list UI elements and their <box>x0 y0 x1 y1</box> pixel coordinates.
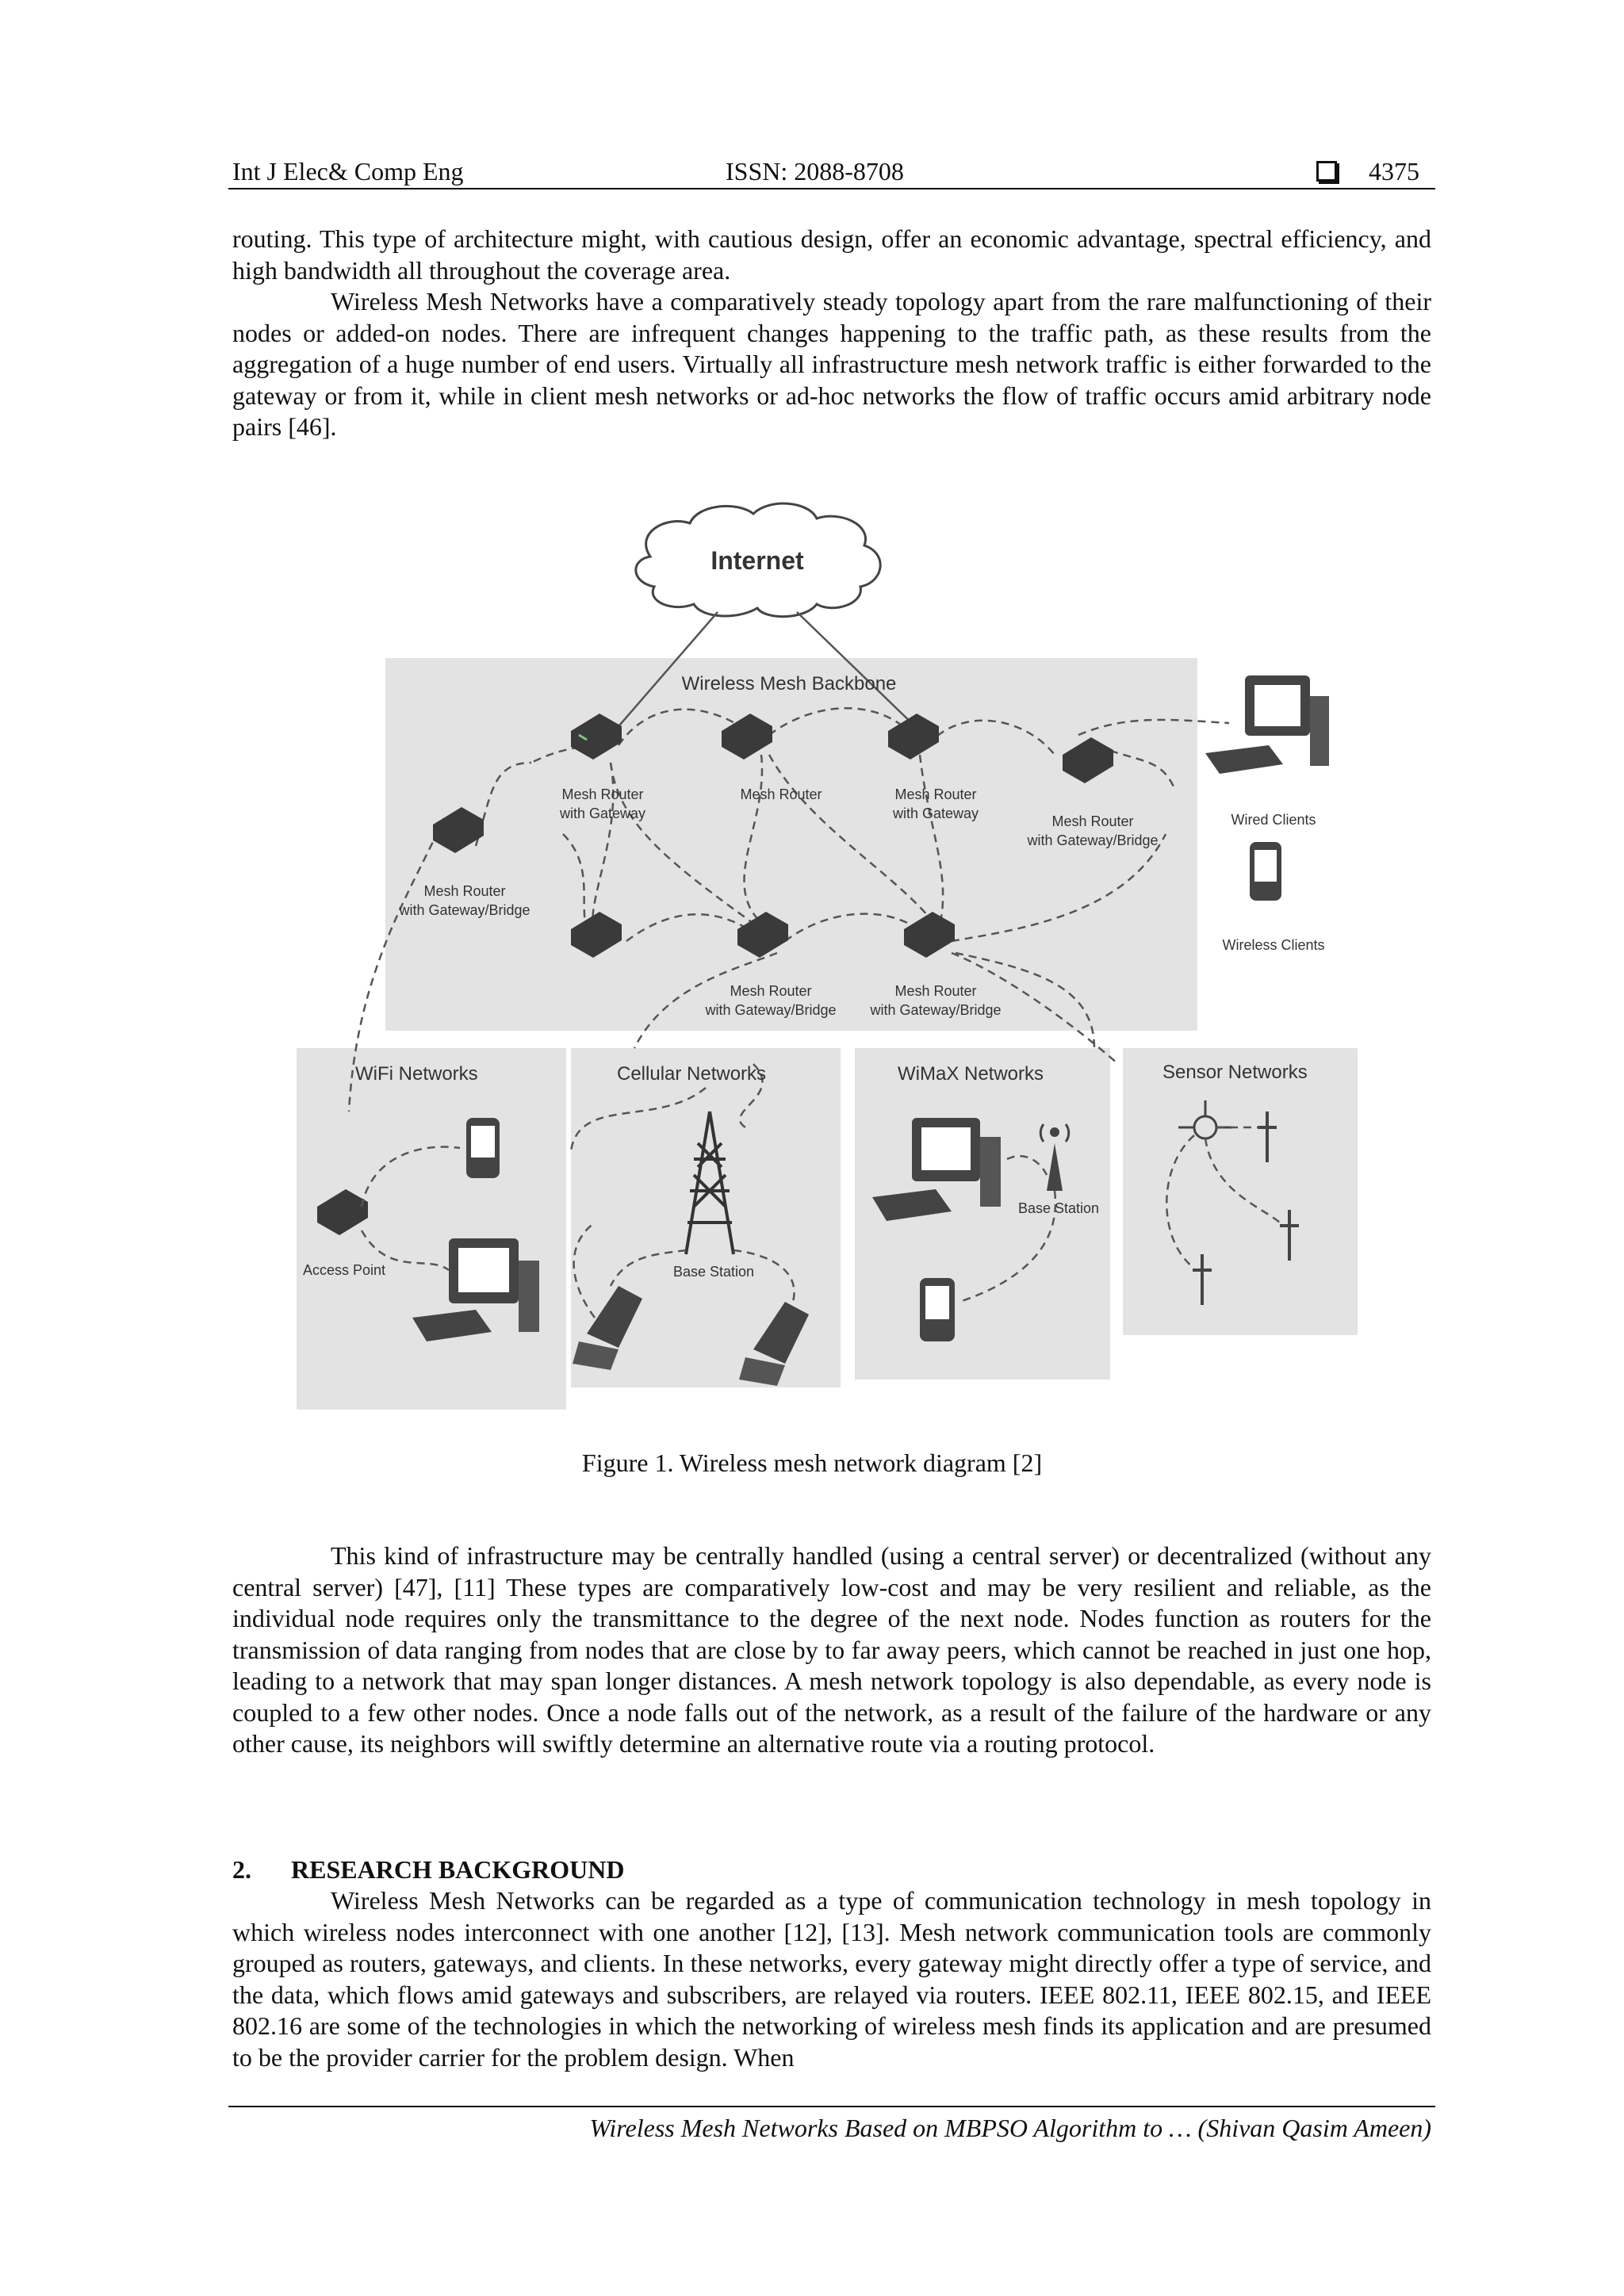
sensor-label: Sensor Networks <box>1162 1062 1308 1083</box>
router-label: Mesh Router <box>894 786 977 802</box>
issn: ISSN: 2088-8708 <box>726 157 904 186</box>
router-label: Mesh Router <box>730 983 812 999</box>
desktop-computer-icon <box>1205 675 1329 774</box>
section-number: 2. <box>232 1855 251 1884</box>
mesh-network-figure <box>293 493 1364 1413</box>
access-point-label: Access Point <box>302 1262 386 1278</box>
router-label: Mesh Router <box>740 786 822 802</box>
router-label: Mesh Router <box>423 883 506 899</box>
journal-name: Int J Elec& Comp Eng <box>232 157 464 186</box>
pda-icon <box>466 1118 500 1178</box>
middle-text-block <box>232 1540 1431 1760</box>
page-number: 4375 <box>1369 157 1419 186</box>
router-label: Mesh Router <box>1051 813 1134 829</box>
paragraph: Wireless Mesh Networks can be regarded as a type of communication technology in mesh topology in which wireless nodes interconnect with one another [12], [13]. Mesh network communication tools are commonly grouped as routers, gateways, and clients. In these networks, every gateway might directly offer a type of service, and the data, which flows amid gateways and subscribers, are relayed via routers. IEEE 802.11, IEEE 802.15, and IEEE 802.16 are some of the technologies in which the networking of wireless mesh finds its application and are presumed to be the provider carrier for the problem design. When <box>232 1886 1431 2072</box>
figure-caption: Figure 1. Wireless mesh network diagram [2] <box>581 1448 1043 1477</box>
pda-icon <box>1250 842 1281 901</box>
paragraph: routing. This type of architecture might, with cautious design, offer an economic advantage, spectral efficiency, and high bandwidth all throughout the coverage area. <box>232 224 1431 285</box>
paragraph: Wireless Mesh Networks have a comparatively steady topology apart from the rare malfunctioning of their nodes or added-on nodes. There are infrequent changes happening to the traffic path, as these results from the aggregation of a huge number of end users. Virtually all infrastructure mesh network traffic is either forwarded to the gateway or from it, while in client mesh networks or ad-hoc networks the flow of traffic occurs amid arbitrary node pairs [46]. <box>232 287 1431 441</box>
backbone-label: Wireless Mesh Backbone <box>681 673 897 695</box>
running-footer: Wireless Mesh Networks Based on MBPSO Algorithm to … (Shivan Qasim Ameen) <box>589 2114 1431 2142</box>
top-text-block <box>232 224 1431 443</box>
footer-rule <box>228 2106 1435 2107</box>
pda-icon <box>920 1278 955 1341</box>
router-label: with Gateway/Bridge <box>870 1002 1002 1018</box>
router-label: with Gateway/Bridge <box>399 902 530 918</box>
router-label: with Gateway <box>892 806 979 821</box>
wifi-label: WiFi Networks <box>355 1063 478 1085</box>
wimax-label: WiMaX Networks <box>898 1063 1044 1085</box>
router-label: with Gateway <box>559 806 646 821</box>
sensor-panel <box>1123 1048 1358 1335</box>
router-label: Mesh Router <box>561 786 644 802</box>
section-heading <box>232 1854 624 1885</box>
router-label: Mesh Router <box>894 983 977 999</box>
section-title: RESEARCH BACKGROUND <box>291 1855 625 1884</box>
wired-clients-label: Wired Clients <box>1231 812 1316 828</box>
base-station-label: Base Station <box>672 1264 755 1280</box>
base-station-label: Base Station <box>1017 1200 1100 1216</box>
section-text-block <box>232 1885 1431 2073</box>
page-number-group <box>1316 155 1434 187</box>
wireless-clients-label: Wireless Clients <box>1222 937 1325 953</box>
internet-label: Internet <box>710 546 804 575</box>
router-label: with Gateway/Bridge <box>1027 832 1159 848</box>
cellular-label: Cellular Networks <box>617 1063 767 1085</box>
paragraph: This kind of infrastructure may be centrally handled (using a central server) or decentralized (without any central server) [47], [11] These types are comparatively low-cost and may be very resilient and reliable, as the individual node requires only the transmittance to the degree of the next node. Nodes function as routers for the transmission of data ranging from nodes that are close by to far away peers, which cannot be reached in just one hop, leading to a network that may span longer distances. A mesh network topology is also dependable, as every node is coupled to a few other nodes. Once a node falls out of the network, as a result of the failure of the hardware or any other cause, its neighbors will swiftly determine an alternative route via a routing protocol. <box>232 1541 1431 1758</box>
square-bullet-icon <box>1316 161 1337 182</box>
router-label: with Gateway/Bridge <box>705 1002 837 1018</box>
header-rule <box>228 188 1435 189</box>
